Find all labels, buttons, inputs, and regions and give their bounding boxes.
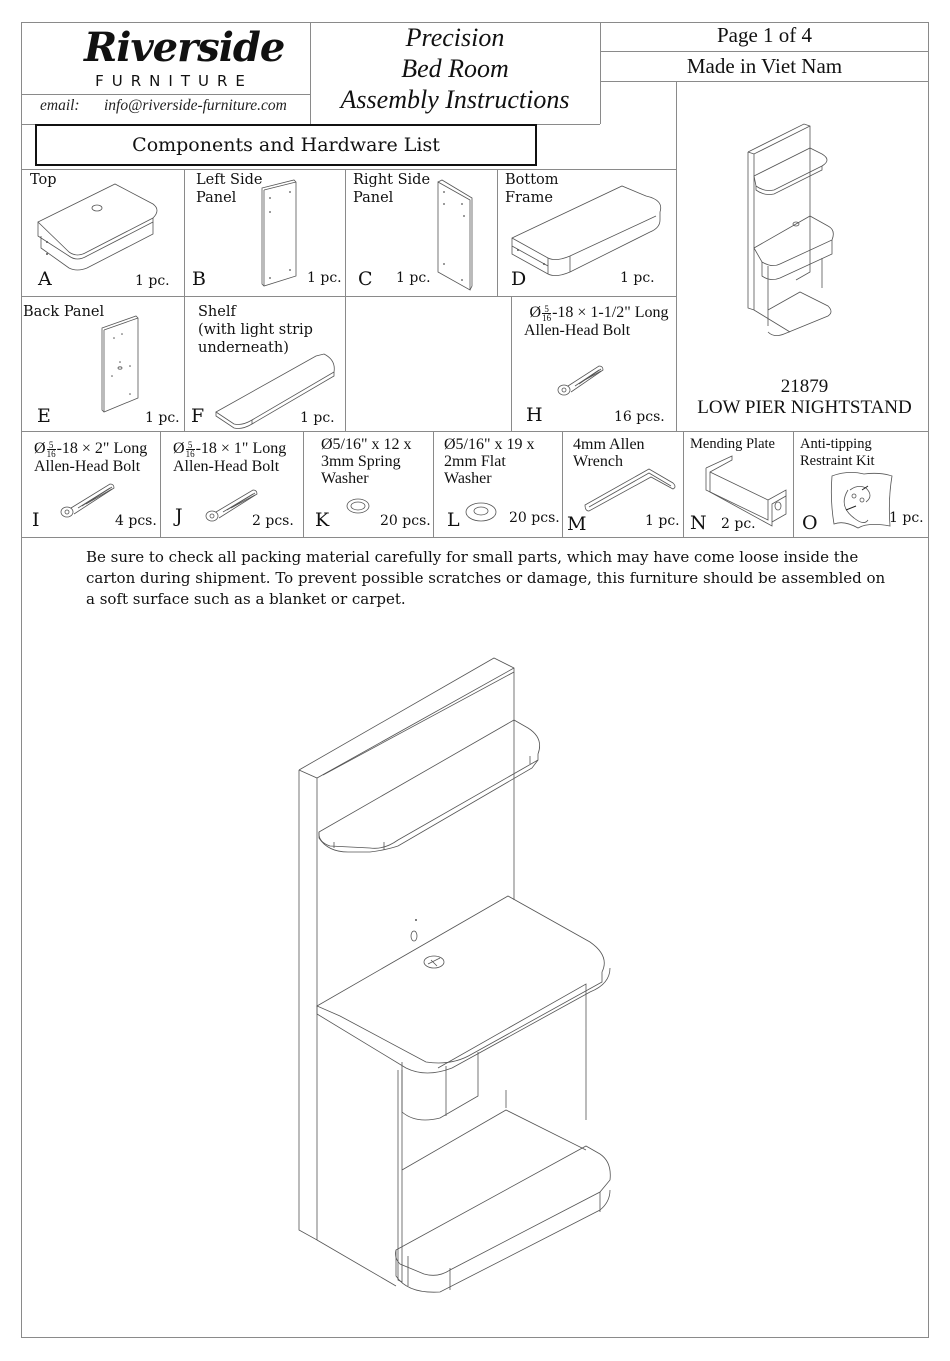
spec-line: Wrench	[573, 453, 623, 470]
component-letter: K	[315, 509, 330, 531]
name-line: Right Side	[353, 172, 431, 188]
component-spec	[173, 440, 303, 475]
grid-line	[793, 431, 794, 537]
component-letter: B	[192, 268, 206, 290]
spec-line: Ø5/16" x 19 x	[444, 436, 535, 453]
grid-line	[683, 431, 684, 537]
name-line: Shelf	[198, 304, 236, 320]
spec-line: Washer	[444, 470, 492, 487]
component-letter: E	[37, 405, 51, 427]
component-qty: 4 pcs.	[115, 513, 157, 529]
grid-line	[303, 431, 304, 537]
brand-logo: Riverside	[84, 24, 285, 71]
restraint-kit-icon	[828, 470, 894, 532]
back-panel-icon	[100, 314, 144, 414]
section-title: Components and Hardware List	[35, 124, 537, 166]
component-letter: N	[690, 512, 707, 534]
grid-line	[345, 169, 346, 431]
header-divider	[600, 81, 929, 82]
component-qty: 1 pc.	[135, 273, 170, 289]
page-number: Page 1 of 4	[716, 23, 813, 47]
fraction: $\frac{5}{16}$	[542, 303, 552, 323]
nightstand-thumbnail-icon	[740, 120, 860, 340]
spec-line: Allen-Head Bolt	[524, 321, 631, 339]
spec-line: 4mm Allen	[573, 436, 645, 453]
header-divider	[21, 94, 310, 95]
component-letter: J	[175, 505, 183, 527]
component-letter: M	[567, 513, 587, 535]
grid-line	[184, 169, 185, 431]
component-spec	[524, 304, 674, 339]
fraction: $\frac{5}{16}$	[46, 439, 56, 459]
grid-line	[21, 296, 676, 297]
component-letter: C	[358, 268, 373, 290]
name-line: Left Side	[196, 172, 263, 188]
title-line: Bed Room	[401, 54, 509, 83]
component-letter: O	[802, 512, 818, 534]
grid-line	[21, 169, 676, 170]
grid-line	[497, 169, 498, 296]
grid-line	[21, 537, 929, 538]
component-name: Back Panel	[23, 304, 105, 320]
name-line: Panel	[353, 190, 394, 206]
spec-line: Ø $\frac{5}{16}$ -18 × 2" Long	[34, 439, 148, 459]
right-side-panel-icon	[436, 180, 476, 292]
name-line: Frame	[505, 190, 553, 206]
component-letter: F	[191, 405, 205, 427]
component-name: Top	[30, 172, 57, 188]
top-panel-icon	[35, 180, 165, 280]
component-letter: H	[526, 404, 543, 426]
packing-notice: Be sure to check all packing material carefully for small parts, which may have come loose inside the carton during shipment. To prevent possible scratches or damage, this furniture should be assembled on a soft surface such as a blanket or carpet.	[86, 548, 886, 608]
component-letter: I	[32, 509, 40, 531]
spec-line: Allen-Head Bolt	[34, 457, 141, 475]
component-qty: 1 pc.	[307, 270, 342, 286]
component-qty: 2 pcs.	[252, 513, 294, 529]
bolt-icon	[58, 480, 118, 522]
product-name: LOW PIER NIGHTSTAND	[697, 397, 912, 418]
component-qty: 1 pc.	[645, 513, 680, 529]
grid-line	[433, 431, 434, 537]
product-panel-divider	[676, 81, 677, 431]
component-qty: 1 pc.	[889, 510, 924, 526]
component-letter: A	[38, 268, 52, 290]
spec-line: Ø $\frac{5}{16}$ -18 × 1" Long	[173, 439, 287, 459]
component-qty: 20 pcs.	[509, 510, 560, 526]
allen-wrench-icon	[583, 465, 679, 515]
assembled-nightstand-illustration	[290, 650, 630, 1300]
spec-line: Allen-Head Bolt	[173, 457, 280, 475]
name-line: (with light strip	[198, 322, 313, 338]
grid-line	[160, 431, 161, 537]
bottom-frame-icon	[510, 184, 670, 284]
spec-line: Washer	[321, 470, 369, 487]
left-side-panel-icon	[260, 178, 300, 290]
spec-line: Restraint Kit	[800, 453, 875, 469]
mending-plate-icon	[704, 454, 790, 524]
spec-line: 3mm Spring	[321, 453, 401, 470]
component-qty: 2 pc.	[721, 516, 756, 532]
component-spec	[321, 436, 412, 487]
name-line: underneath)	[198, 340, 289, 356]
document-title	[310, 22, 600, 115]
component-spec	[444, 436, 535, 487]
spec-line: Anti-tipping	[800, 436, 872, 452]
component-spec	[800, 436, 875, 470]
grid-line	[511, 296, 512, 431]
bolt-icon	[555, 360, 605, 400]
component-qty: 1 pc.	[300, 410, 335, 426]
component-qty: 16 pcs.	[614, 409, 665, 425]
product-id	[680, 376, 929, 418]
title-line: Precision	[405, 23, 505, 52]
component-qty: 1 pc.	[396, 270, 431, 286]
email-label: email:	[40, 97, 80, 114]
component-name	[196, 171, 262, 207]
spring-washer-icon	[344, 496, 374, 516]
grid-line	[562, 431, 563, 537]
fraction: $\frac{5}{16}$	[185, 439, 195, 459]
component-spec: Mending Plate	[690, 436, 775, 452]
component-spec	[34, 440, 159, 475]
spec-line: Ø $\frac{5}{16}$ -18 × 1-1/2" Long	[529, 303, 669, 323]
spec-line: Ø5/16" x 12 x	[321, 436, 412, 453]
component-qty: 20 pcs.	[380, 513, 431, 529]
title-line: Assembly Instructions	[340, 85, 570, 114]
component-letter: L	[447, 509, 460, 531]
flat-washer-icon	[463, 500, 503, 526]
name-line: Bottom	[505, 172, 559, 188]
email-address[interactable]: info@riverside-furniture.com	[104, 97, 287, 114]
product-number: 21879	[780, 376, 829, 397]
name-line: Panel	[196, 190, 237, 206]
brand-subtitle: FURNITURE	[95, 72, 253, 90]
component-letter: D	[511, 268, 527, 290]
component-qty: 1 pc.	[620, 270, 655, 286]
component-qty: 1 pc.	[145, 410, 180, 426]
component-name	[353, 171, 430, 207]
component-name	[198, 303, 313, 357]
spec-line: 2mm Flat	[444, 453, 506, 470]
country-of-origin: Made in Viet Nam	[686, 54, 843, 78]
